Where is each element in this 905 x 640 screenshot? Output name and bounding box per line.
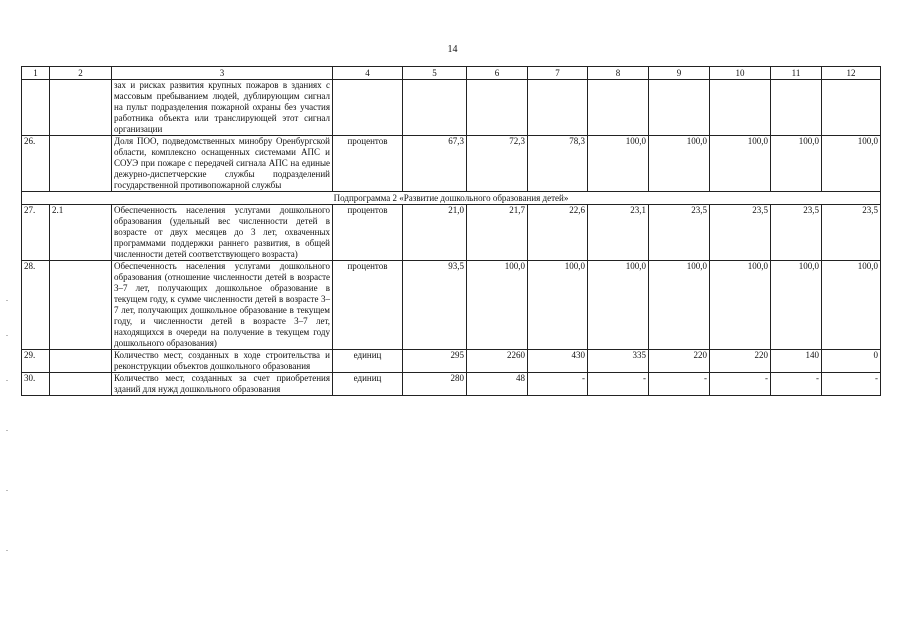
value-cell: 100,0 [822,136,881,192]
margin-mark [6,550,8,551]
value-cell: 23,5 [822,205,881,261]
unit-cell [333,80,403,136]
unit-cell: процентов [333,205,403,261]
row-number: 30. [22,373,50,396]
unit-cell: процентов [333,136,403,192]
value-cell [710,80,771,136]
value-cell: 67,3 [403,136,467,192]
row-number: 27. [22,205,50,261]
value-cell: 430 [528,350,588,373]
value-cell: 2260 [467,350,528,373]
value-cell [403,80,467,136]
table-row [22,350,881,373]
value-cell: 140 [771,350,822,373]
subprogram-heading: Подпрограмма 2 «Развитие дошкольного образования детей» [22,192,881,205]
value-cell [822,80,881,136]
margin-mark [6,380,8,381]
value-cell: 220 [649,350,710,373]
value-cell: 23,5 [771,205,822,261]
row-number: 28. [22,261,50,350]
value-cell: 100,0 [588,261,649,350]
value-cell: 72,3 [467,136,528,192]
column-header: 11 [771,67,822,80]
row-number [22,80,50,136]
unit-cell: процентов [333,261,403,350]
unit-cell: единиц [333,350,403,373]
value-cell [528,80,588,136]
value-cell: 100,0 [467,261,528,350]
value-cell: 100,0 [771,261,822,350]
column-header: 8 [588,67,649,80]
value-cell: 23,1 [588,205,649,261]
column-header: 5 [403,67,467,80]
value-cell [588,80,649,136]
table-row [22,261,881,350]
table-row [22,373,881,396]
unit-cell: единиц [333,373,403,396]
column-header: 10 [710,67,771,80]
value-cell: 100,0 [528,261,588,350]
margin-mark [6,335,8,336]
row-code [50,80,112,136]
indicator-description: Доля ПОО, подведомственных минобру Оренбургской области, комплексно оснащенных системами АПС и СОУЭ при пожаре с передачей сигнала АПС на единые дежурно-диспетчерские службы подразделений государственной противопожарной службы [112,136,333,192]
value-cell: 93,5 [403,261,467,350]
value-cell: - [588,373,649,396]
value-cell: - [822,373,881,396]
value-cell: 78,3 [528,136,588,192]
value-cell: 23,5 [649,205,710,261]
value-cell: 21,7 [467,205,528,261]
row-code [50,350,112,373]
row-number: 26. [22,136,50,192]
value-cell: 280 [403,373,467,396]
column-header: 1 [22,67,50,80]
row-number: 29. [22,350,50,373]
indicator-description: Количество мест, созданных в ходе строительства и реконструкции объектов дошкольного образования [112,350,333,373]
table-row [22,80,881,136]
header-row [22,67,881,80]
value-cell: - [710,373,771,396]
page-number: 14 [447,44,458,55]
table-row [22,205,881,261]
value-cell: 100,0 [771,136,822,192]
value-cell: 100,0 [710,261,771,350]
subprogram-row [22,192,881,205]
column-header: 4 [333,67,403,80]
indicators-table [21,66,881,396]
value-cell: 100,0 [822,261,881,350]
column-header: 7 [528,67,588,80]
margin-mark [6,490,8,491]
value-cell: 0 [822,350,881,373]
value-cell: 21,0 [403,205,467,261]
value-cell: 100,0 [649,136,710,192]
indicator-description: Количество мест, созданных за счет приобретения зданий для нужд дошкольного образования [112,373,333,396]
value-cell [771,80,822,136]
column-header: 3 [112,67,333,80]
value-cell: 100,0 [649,261,710,350]
value-cell: - [771,373,822,396]
value-cell [649,80,710,136]
value-cell: 23,5 [710,205,771,261]
value-cell: 335 [588,350,649,373]
row-code [50,373,112,396]
value-cell: - [528,373,588,396]
indicator-description: зах и рисках развития крупных пожаров в зданиях с массовым пребыванием людей, дублирующим сигнал на пульт подразделения пожарной охраны без участия работника объекта или транслирующей этот сигнал организации [112,80,333,136]
table-row [22,136,881,192]
row-code: 2.1 [50,205,112,261]
value-cell: 100,0 [710,136,771,192]
value-cell: 22,6 [528,205,588,261]
row-code [50,261,112,350]
value-cell: - [649,373,710,396]
column-header: 12 [822,67,881,80]
value-cell [467,80,528,136]
column-header: 6 [467,67,528,80]
value-cell: 48 [467,373,528,396]
margin-mark [6,430,8,431]
indicator-description: Обеспеченность населения услугами дошкольного образования (отношение численности детей в возрасте 3–7 лет, получающих дошкольное образование в текущем году, к сумме численности детей в возрасте 3–7 лет, получающих дошкольное образование в текущем году, и численности детей в возрасте 3–7 лет, находящихся в очереди на получение в текущем году дошкольного образования) [112,261,333,350]
row-code [50,136,112,192]
value-cell: 100,0 [588,136,649,192]
margin-mark [6,300,8,301]
indicator-description: Обеспеченность населения услугами дошкольного образования (удельный вес численности детей в возрасте от двух месяцев до 3 лет, охваченных программами поддержки раннего развития, в общей численности детей соответствующего возраста) [112,205,333,261]
value-cell: 295 [403,350,467,373]
column-header: 2 [50,67,112,80]
value-cell: 220 [710,350,771,373]
column-header: 9 [649,67,710,80]
